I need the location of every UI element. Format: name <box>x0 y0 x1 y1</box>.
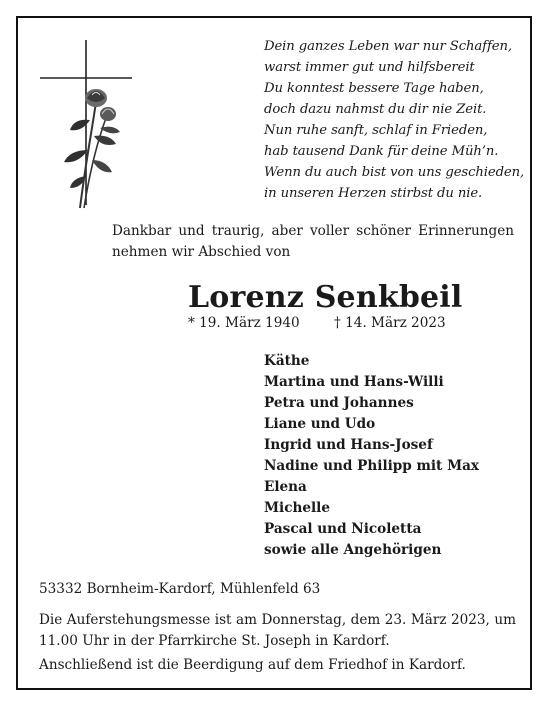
poem-line: doch dazu nahmst du dir nie Zeit. <box>264 102 487 117</box>
poem-line: Nun ruhe sanft, schlaf in Frieden, <box>264 123 488 138</box>
mourner: Liane und Udo <box>264 416 376 432</box>
poem <box>264 36 524 204</box>
poem-line: Du konntest bessere Tage haben, <box>264 81 484 96</box>
mourner: Käthe <box>264 353 310 369</box>
address: 53332 Bornheim-Kardorf, Mühlenfeld 63 <box>39 581 321 597</box>
deceased-name: Lorenz Senkbeil <box>188 280 463 315</box>
mourner: Nadine und Philipp mit Max <box>264 458 480 474</box>
mourner: Michelle <box>264 500 330 516</box>
burial-notice: Anschließend ist die Beerdigung auf dem Friedhof in Kardorf. <box>39 657 466 673</box>
intro-text: Dankbar und traurig, aber voller schöner Erinnerungen nehmen wir Abschied von <box>112 223 514 260</box>
mourner: sowie alle Angehörigen <box>264 542 442 558</box>
mourners-list <box>264 351 524 561</box>
mourner: Ingrid und Hans-Josef <box>264 437 433 453</box>
poem-line: in unseren Herzen stirbst du nie. <box>264 186 483 201</box>
poem-line: hab tausend Dank für deine Müh’n. <box>264 144 499 159</box>
obituary-notice <box>16 16 532 690</box>
mass-notice: Die Auferstehungsmesse ist am Donnerstag, dem 23. März 2023, um 11.00 Uhr in der Pfarrkirche St. Joseph in Kardorf. <box>39 612 516 649</box>
mourner: Petra und Johannes <box>264 395 414 411</box>
poem-line: warst immer gut und hilfsbereit <box>264 60 475 75</box>
cross-with-rose-icon <box>40 40 132 212</box>
birth-date: * 19. März 1940 <box>188 315 300 331</box>
mourner: Martina und Hans-Willi <box>264 374 444 390</box>
poem-line: Wenn du auch bist von uns geschieden, <box>264 165 525 180</box>
death-date: † 14. März 2023 <box>334 315 446 331</box>
mourner: Elena <box>264 479 307 495</box>
mourner: Pascal und Nicoletta <box>264 521 422 537</box>
poem-line: Dein ganzes Leben war nur Schaffen, <box>264 39 512 54</box>
